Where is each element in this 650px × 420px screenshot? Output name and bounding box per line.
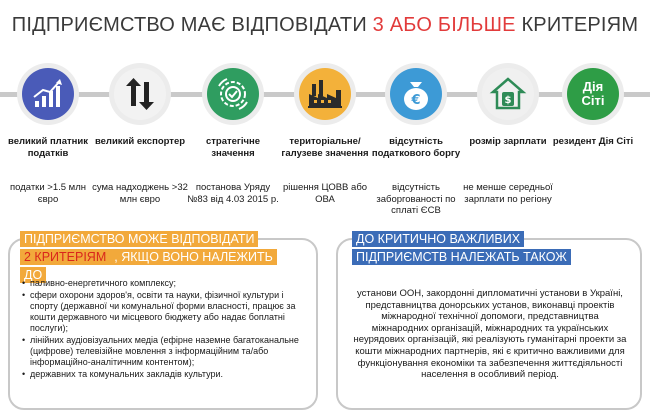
criterion-5-desc: відсутність заборгованості по сплаті ЄСВ <box>376 182 456 216</box>
criterion-5-circle <box>385 63 447 125</box>
diya-logo-icon <box>567 68 619 120</box>
criterion-2-circle <box>109 63 171 125</box>
criterion-7-title: резидент Дія Сіті <box>552 136 634 147</box>
left-heading-part-2: , ЯКЩО ВОНО НАЛЕЖИТЬ ДО <box>20 249 277 283</box>
criterion-3-circle <box>202 63 264 125</box>
list-item: • лінійних аудіовізуальних медіа (ефірне наземне багатоканальне (цифрове) телевізійне мовлення з інформаційним та/або інформаційно-аналітичним контентом); <box>22 335 312 368</box>
criterion-4-circle <box>294 63 356 125</box>
criterion-6-title: розмір зарплати <box>469 136 547 147</box>
right-box-heading <box>352 230 612 266</box>
criterion-1-desc: податки >1.5 млн євро <box>9 182 86 205</box>
criterion-1-title: великий платник податків <box>8 136 88 159</box>
diya-logo-text: Дія Сіті <box>581 79 605 108</box>
criterion-2-desc: сума надходжень >32 млн євро <box>92 182 188 205</box>
list-item: • державних та комунальних закладів культури. <box>22 369 312 380</box>
growth-chart-icon <box>22 68 74 120</box>
strategy-gear-icon <box>207 68 259 120</box>
money-bag-icon <box>390 68 442 120</box>
left-heading-part-1: ПІДПРИЄМСТВО МОЖЕ ВІДПОВІДАТИ <box>20 231 258 247</box>
title-highlight: 3 АБО БІЛЬШЕ <box>372 14 516 36</box>
up-down-arrows-icon <box>114 68 166 120</box>
left-heading-highlight: 2 КРИТЕРІЯМ <box>20 249 110 265</box>
criterion-5-title: відсутність податкового боргу <box>371 136 461 159</box>
criterion-4-desc: рішення ЦОВВ або ОВА <box>282 182 368 205</box>
criterion-6-desc: не менше середньої зарплати по регіону <box>463 182 553 205</box>
svg-text:$: $ <box>504 95 512 106</box>
list-item: • сфери охорони здоров'я, освіти та науки, фізичної культури і спорту (державної чи комунальної форми власності, працює за кошти державного чи місцевого бюджету або надає боплатні послуги); <box>22 290 312 334</box>
criterion-6-circle <box>477 63 539 125</box>
right-box-text: установи ООН, закордонні дипломатичні установи в Україні, представництва донорських установ, виконавці проектів міжнародної технічної допомоги, представництва міжнародних організацій, міжнародних та українських неурядових організацій, які реалізують гуманітарні проекти за кошти міжнародних партнерів, які є критично важливими для функціонування економіки та забезпечення життєдіяльності населення в особливий період. <box>353 288 627 381</box>
criterion-2-title: великий експортер <box>94 136 186 147</box>
list-item: • паливно-енергетичного комплексу; <box>22 278 312 289</box>
factory-icon <box>299 68 351 120</box>
criterion-3-desc: постанова Уряду №83 від 4.03 2015 р. <box>187 182 279 205</box>
criterion-1-circle <box>17 63 79 125</box>
sector-list <box>22 278 312 381</box>
right-heading-text: ДО КРИТИЧНО ВАЖЛИВИХ ПІДПРИЄМСТВ НАЛЕЖАТЬ ТАКОЖ <box>352 231 571 265</box>
criterion-7-circle <box>562 63 624 125</box>
criterion-4-title: територіальне/ галузеве значення <box>281 136 369 159</box>
left-box-heading <box>20 230 290 284</box>
title-part-3: КРИТЕРІЯМ <box>515 14 639 36</box>
svg-text:€: € <box>411 93 421 108</box>
house-money-icon <box>482 68 534 120</box>
criterion-3-title: стратегічне значення <box>205 136 261 159</box>
page-title <box>0 14 650 37</box>
title-part-1: ПІДПРИЄМСТВО МАЄ ВІДПОВІДАТИ <box>11 14 373 36</box>
